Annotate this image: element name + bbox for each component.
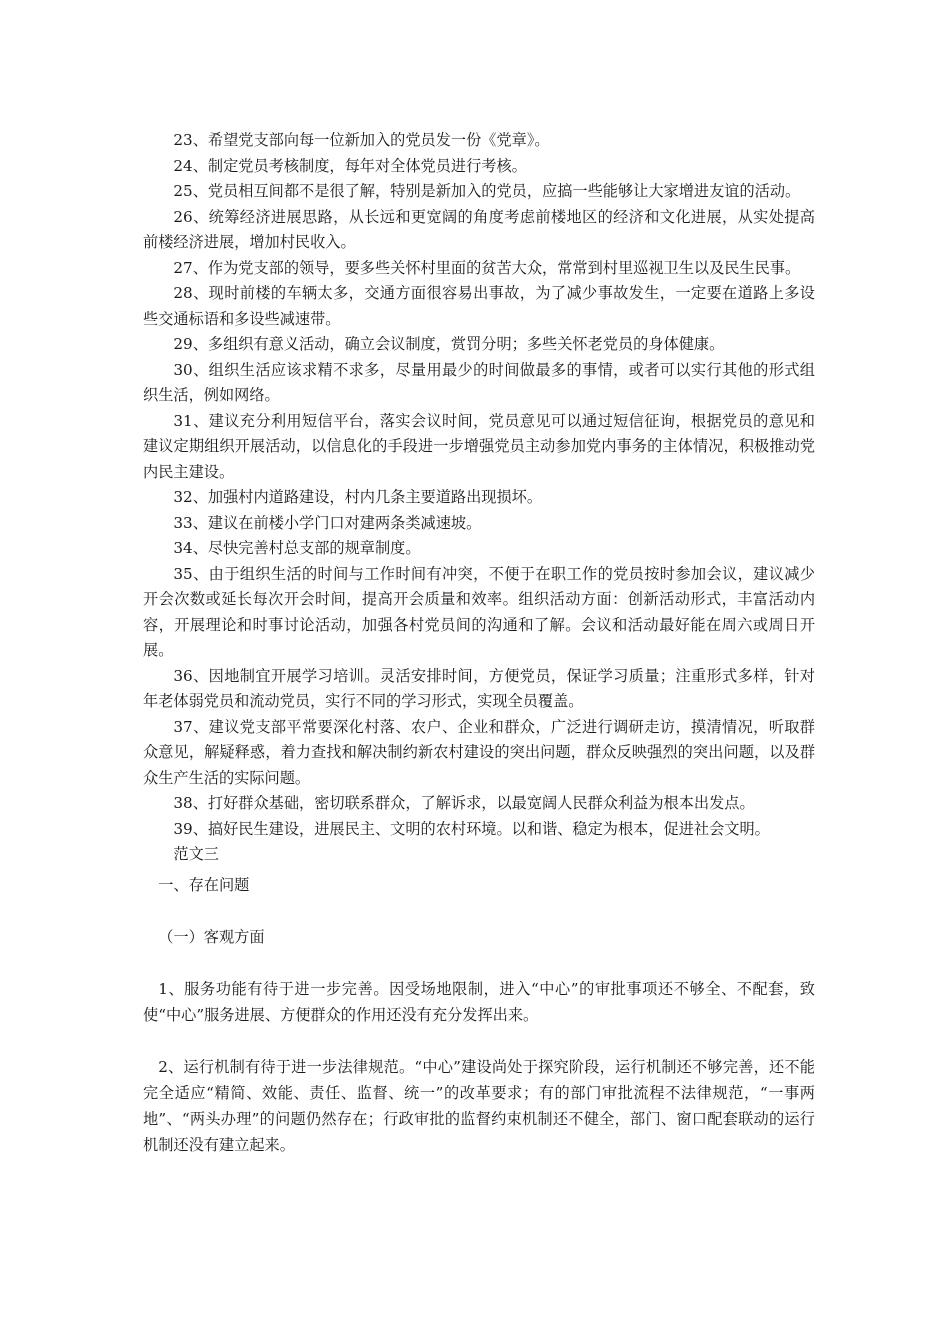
list-item: 38、打好群众基础，密切联系群众，了解诉求，以最宽阔人民群众利益为根本出发点。 [173,794,755,812]
list-item: 29、多组织有意义活动，确立会议制度，赏罚分明；多些关怀老党员的身体健康。 [173,335,725,353]
fanwen-title: 范文三 [173,845,219,863]
list-item: 25、党员相互间都不是很了解，特别是新加入的党员，应搞一些能够让大家增进友谊的活动。 [173,182,801,200]
list-item: 39、搞好民生建设，进展民主、文明的农村环境。以和谐、稳定为根本，促进社会文明。 [173,819,770,838]
body-paragraph: 1、服务功能有待于进一步完善。因受场地限制，进入“中心”的审批事项还不够全、不配套，致使“中心”服务进展、方便群众的作用还没有充分发挥出来。 [143,980,815,1024]
subsection-heading: （一）客观方面 [158,928,265,946]
list-item: 28、现时前楼的车辆太多，交通方面很容易出事故，为了减少事故发生，一定要在道路上多设些交通标语和多设些减速带。 [143,284,815,328]
list-item: 24、制定党员考核制度，每年对全体党员进行考核。 [173,156,527,175]
list-item: 26、统筹经济进展思路，从长远和更宽阔的角度考虑前楼地区的经济和文化进展，从实处提高前楼经济进展，增加村民收入。 [143,207,815,251]
section-body [143,872,815,1184]
list-item: 33、建议在前楼小学门口对建两条类减速坡。 [173,513,482,532]
list-item: 31、建议充分利用短信平台，落实会议时间，党员意见可以通过短信征询，根据党员的意见和建议定期组织开展活动，以信息化的手段进一步增强党员主动参加党内事务的主体情况，积极推动党内民主建设。 [143,411,815,481]
list-item: 35、由于组织生活的时间与工作时间有冲突，不便于在职工作的党员按时参加会议，建议减少开会次数或延长每次开会时间，提高开会质量和效率。组织活动方面：创新活动形式，丰富活动内容，开展理论和时事讨论活动，加强各村党员间的沟通和了解。会议和活动最好能在周六或周日开展。 [143,564,815,659]
list-item: 36、因地制宜开展学习培训。灵活安排时间，方便党员，保证学习质量；注重形式多样，针对年老体弱党员和流动党员，实行不同的学习形式，实现全员覆盖。 [143,666,815,710]
list-item: 34、尽快完善村总支部的规章制度。 [173,539,421,557]
list-item: 30、组织生活应该求精不求多，尽量用最少的时间做最多的事情，或者可以实行其他的形式组织生活，例如网络。 [143,360,815,404]
suggestion-list [143,128,815,868]
list-item: 23、希望党支部向每一位新加入的党员发一份《党章》。 [173,131,550,149]
section-heading: 一、存在问题 [158,876,250,894]
list-item: 37、建议党支部平常要深化村落、农户、企业和群众，广泛进行调研走访，摸清情况，听取群众意见，解疑释惑，着力查找和解决制约新农村建设的突出问题，群众反映强烈的突出问题，以及群众生产生活的实际问题。 [143,717,815,787]
list-item: 32、加强村内道路建设，村内几条主要道路出现损坏。 [173,488,543,506]
body-paragraph: 2、运行机制有待于进一步法律规范。“中心”建设尚处于探究阶段，运行机制还不够完善，还不能完全适应“精简、效能、责任、监督、统一”的改革要求；有的部门审批流程不法律规范，“一事两地”、“两头办理”的问题仍然存在；行政审批的监督约束机制还不健全，部门、窗口配套联动的运行机制还没有建立起来。 [143,1058,815,1154]
list-item: 27、作为党支部的领导，要多些关怀村里面的贫苦大众，常常到村里巡视卫生以及民生民事。 [173,258,801,277]
